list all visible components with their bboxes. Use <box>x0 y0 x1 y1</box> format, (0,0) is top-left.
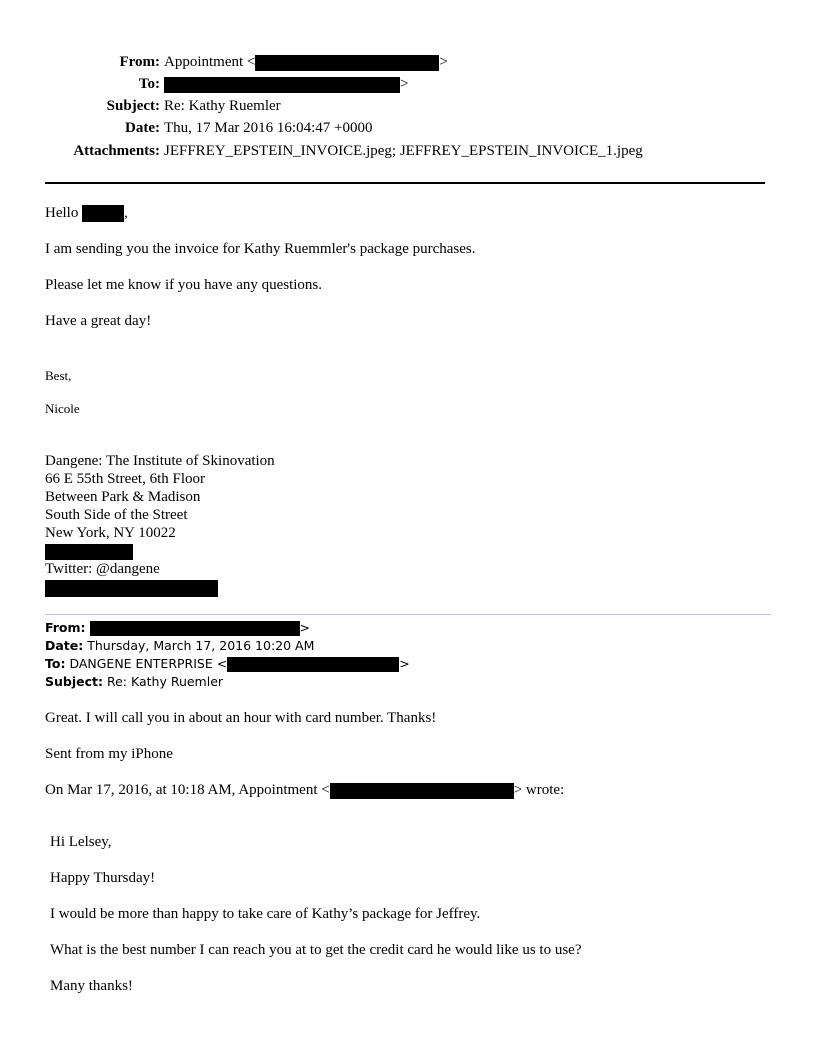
from-label: From: <box>119 54 160 70</box>
forward-subject <box>45 674 223 689</box>
signature-address-4: New York, NY 10022 <box>45 525 176 541</box>
subject-value: Re: Kathy Ruemler <box>164 98 281 114</box>
from-end: > <box>439 54 448 70</box>
quoted-greeting: Hi Lelsey, <box>50 834 112 850</box>
quoted-line-2: I would be more than happy to take care of Kathy’s package for Jeffrey. <box>50 906 481 922</box>
sender-name: Nicole <box>45 401 80 416</box>
date-value: Thu, 17 Mar 2016 16:04:47 +0000 <box>164 120 373 136</box>
reply-line-2: Sent from my iPhone <box>45 746 173 762</box>
to-label: To: <box>138 76 160 92</box>
forward-to-end: > <box>399 656 410 671</box>
quoted-line-1: Happy Thursday! <box>50 870 156 886</box>
forward-from-end: > <box>299 620 310 635</box>
forward-subject-value: Re: Kathy Ruemler <box>106 674 224 689</box>
signature-company: Dangene: The Institute of Skinovation <box>45 453 275 469</box>
quoted-line-3: What is the best number I can reach you at to get the credit card he would like us to use? <box>50 942 582 958</box>
from-value <box>164 54 448 71</box>
redaction-box <box>255 55 439 71</box>
from-name: Appointment < <box>164 54 256 70</box>
to-end: > <box>400 76 409 92</box>
signature-phone-redacted <box>45 543 133 561</box>
greeting-end: , <box>124 205 128 221</box>
reply-line-1: Great. I will call you in about an hour with card number. Thanks! <box>45 710 437 726</box>
greeting <box>45 205 128 222</box>
redaction-box <box>90 621 300 636</box>
date-label: Date: <box>125 120 160 136</box>
signature-address-3: South Side of the Street <box>45 507 188 523</box>
to-value <box>164 76 408 93</box>
forward-date-value: Thursday, March 17, 2016 10:20 AM <box>87 638 315 653</box>
signature-twitter: Twitter: @dangene <box>45 561 160 577</box>
attachments-label: Attachments: <box>73 143 160 159</box>
message-line-1: I am sending you the invoice for Kathy Ruemmler's package purchases. <box>45 241 476 257</box>
reply-quote-header <box>45 782 564 799</box>
greeting-text: Hello <box>45 205 79 221</box>
forward-to-label: To: <box>45 656 66 671</box>
redaction-box <box>45 580 218 597</box>
signature-address-2: Between Park & Madison <box>45 489 201 505</box>
quoted-line-4: Many thanks! <box>50 978 133 994</box>
closing: Best, <box>45 368 72 383</box>
forward-to-name: DANGENE ENTERPRISE < <box>69 656 228 671</box>
forward-date-label: Date: <box>45 638 84 653</box>
message-line-2: Please let me know if you have any questions. <box>45 277 323 293</box>
forward-from-label: From: <box>45 620 86 635</box>
forward-date <box>45 638 314 653</box>
signature-address-1: 66 E 55th Street, 6th Floor <box>45 471 205 487</box>
redaction-box <box>82 205 124 222</box>
quote-suffix: > wrote: <box>513 782 565 798</box>
redaction-box <box>330 783 514 799</box>
redaction-box <box>45 544 133 560</box>
forward-from <box>45 620 310 636</box>
header-divider <box>45 182 765 184</box>
signature-link-redacted <box>45 579 218 597</box>
quote-prefix: On Mar 17, 2016, at 10:18 AM, Appointment < <box>45 782 330 798</box>
forward-divider <box>45 614 771 615</box>
attachments-value: JEFFREY_EPSTEIN_INVOICE.jpeg; JEFFREY_EPSTEIN_INVOICE_1.jpeg <box>164 143 643 159</box>
forward-to <box>45 656 410 672</box>
forward-subject-label: Subject: <box>45 674 103 689</box>
redaction-box <box>164 77 400 93</box>
redaction-box <box>227 657 399 672</box>
message-line-3: Have a great day! <box>45 313 152 329</box>
subject-label: Subject: <box>106 98 160 114</box>
